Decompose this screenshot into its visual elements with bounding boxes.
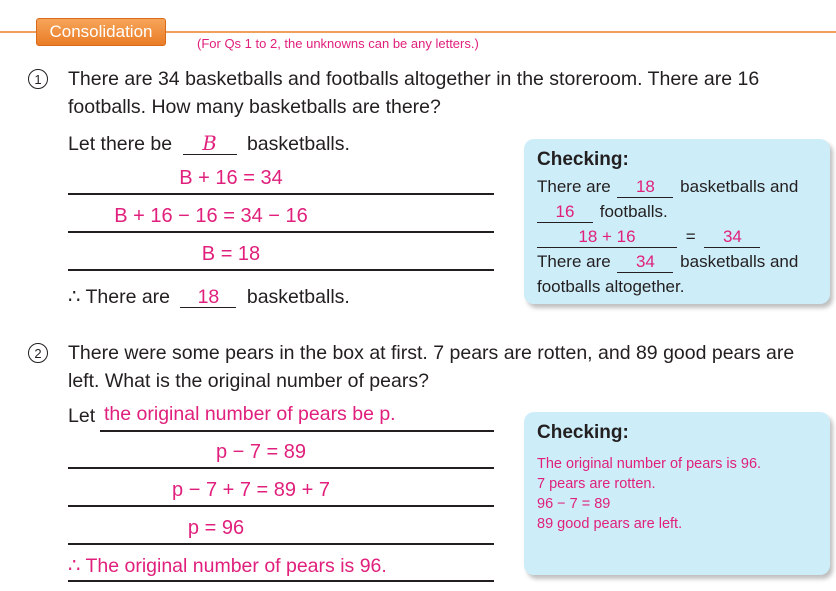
q1-check-blank-4: 34	[617, 252, 673, 273]
q2-answer-line-4	[68, 580, 494, 582]
q2-check-line-1: The original number of pears is 96.	[537, 456, 762, 472]
q1-answer-line-2	[68, 231, 494, 233]
q1-checking-box	[524, 139, 830, 304]
q2-check-line-3: 96 − 7 = 89	[537, 496, 611, 512]
q1-check-line-4-prefix: There are	[537, 252, 611, 271]
q2-answer-line-2	[68, 505, 494, 507]
q2-answer-line-3	[68, 543, 494, 545]
q1-check-line-3	[537, 227, 760, 248]
q1-therefore-line	[68, 285, 350, 309]
question-2-text: There were some pears in the box at first. 7 pears are rotten, and 89 good pears are left. What is the original number of pears?	[68, 342, 795, 392]
q2-therefore: ∴ The original number of pears is 96.	[68, 555, 387, 577]
q1-check-line-4-suffix: basketballs and	[680, 252, 799, 271]
q1-check-blank-2: 16	[537, 202, 593, 223]
q1-answer-line-1	[68, 193, 494, 195]
q1-check-line-4	[537, 252, 798, 273]
q1-let-suffix: basketballs.	[246, 133, 350, 155]
question-number-2: 2	[28, 343, 48, 363]
q2-let-line	[68, 405, 95, 428]
q1-answer-line-3	[68, 269, 494, 271]
q1-check-line-1	[537, 177, 798, 198]
instruction-note: (For Qs 1 to 2, the unknowns can be any letters.)	[197, 36, 479, 51]
q1-therefore-answer: 18	[180, 287, 236, 308]
q2-equation-3-text: p = 96	[187, 517, 245, 539]
q1-equation-3-text: B = 18	[201, 243, 261, 265]
q1-check-line-2-suffix: footballs.	[599, 202, 668, 221]
q2-checking-title: Checking:	[537, 422, 629, 443]
q2-equation-1-text: p − 7 = 89	[215, 441, 307, 463]
q1-equation-2	[0, 205, 424, 228]
q2-let-underline	[100, 430, 494, 432]
q1-therefore-suffix: basketballs.	[246, 286, 350, 308]
q2-check-line-2: 7 pears are rotten.	[537, 476, 656, 492]
q2-let-answer: the original number of pears be p.	[104, 403, 396, 425]
q2-check-line-4: 89 good pears are left.	[537, 516, 683, 532]
q1-check-line-2	[537, 202, 668, 223]
q2-equation-1	[48, 441, 474, 464]
q2-let-prefix: Let	[68, 405, 96, 427]
q1-check-line-1-suffix: basketballs and	[680, 177, 799, 196]
q1-check-blank-3b: 34	[704, 227, 760, 248]
q1-check-equals: =	[685, 227, 696, 246]
q2-answer-line-1	[68, 467, 494, 469]
q2-equation-3	[3, 517, 429, 540]
q1-equation-1	[18, 167, 444, 190]
q1-equation-3	[18, 243, 444, 266]
q1-let-prefix: Let there be	[68, 133, 173, 155]
q2-equation-2-text: p − 7 + 7 = 89 + 7	[172, 479, 330, 501]
q1-equation-1-text: B + 16 = 34	[179, 167, 283, 189]
q1-equation-2-text: B + 16 − 16 = 34 − 16	[114, 205, 308, 227]
q1-let-line	[68, 133, 350, 156]
q1-checking-title: Checking:	[537, 149, 629, 170]
q1-therefore-prefix: ∴ There are	[68, 286, 171, 308]
question-number-1: 1	[28, 69, 48, 89]
q1-check-blank-1: 18	[617, 177, 673, 198]
q1-check-line-1-prefix: There are	[537, 177, 611, 196]
q1-let-answer: B	[183, 134, 237, 155]
q2-checking-box	[524, 412, 830, 575]
q2-equation-2	[38, 479, 464, 502]
q1-check-line-5: footballs altogether.	[537, 277, 685, 296]
question-1-text: There are 34 basketballs and footballs altogether in the storeroom. There are 16 footballs. How many basketballs are there?	[68, 68, 760, 118]
q1-check-blank-3a: 18 + 16	[537, 227, 677, 248]
consolidation-tag: Consolidation	[36, 18, 166, 46]
